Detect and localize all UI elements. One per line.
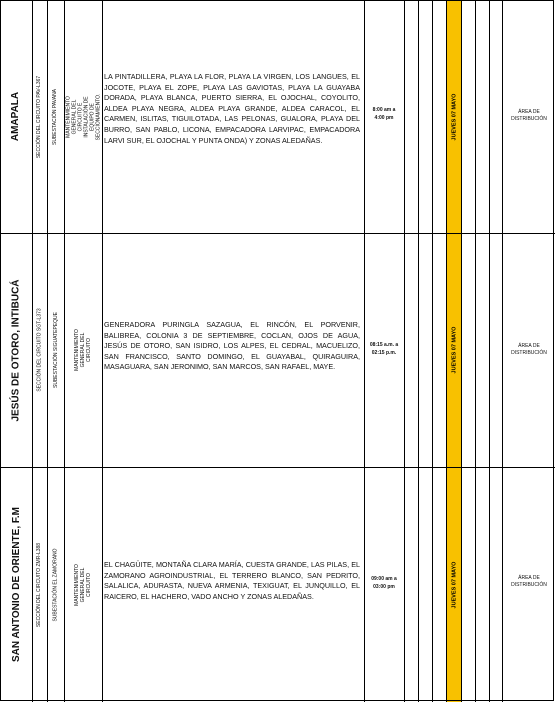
time-start: 8:00 am a: [372, 107, 396, 113]
area-label: ÁREA DE DISTRIBUCIÓN: [511, 575, 547, 588]
time-end: 4:00 pm: [374, 115, 394, 121]
day-label: JUEVES 07 MAYO: [451, 93, 457, 140]
area-label: ÁREA DE DISTRIBUCIÓN: [511, 343, 547, 356]
municipality-name: SAN ANTONIO DE ORIENTE, F.M: [10, 506, 22, 663]
day-label: JUEVES 07 MAYO: [451, 326, 457, 374]
affected-zones: LA PINTADILLERA, PLAYA LA FLOR, PLAYA LA VIRGEN, LOS LANGUES, EL JOCOTE, PLAYA EL ZOPE, PLAYA LAS GAVIOTAS, PLAYA LA GUAYABA DORADA, PLAYA BLANCA, PUERTO SIERRA, EL OJOCHAL, COYOLITO, ALDEA PLAYA NEGRA, ALDEA PLAYA GRANDE, ALDEA CARACOL, EL CARMEN, ISLITAS, TIGUILOTADA, LAS PELONAS, GUALORA, PLAYA DEL BURRO, SAN PABLO, LICONA, EMPACADORA LARVIPAC, EMPACADORA LARVI SUR, EL OJOCHAL Y PUNTA ONDA) Y ZONAS ALEDAÑAS.: [104, 72, 360, 145]
area-label: ÁREA DE DISTRIBUCIÓN: [511, 109, 547, 122]
municipality-name: JESÚS DE OTORO, INTIBUCÁ: [10, 278, 22, 422]
time-start: 08:15 a.m. a: [369, 342, 399, 348]
work-type: MANTENIMIENTO GENERAL DEL CIRCUITO: [74, 563, 93, 606]
work-type: MANTENIMIENTO GENERAL DEL CIRCUITO: [74, 329, 93, 371]
substation: SUBESTACIÓN PAVANA: [52, 88, 59, 145]
affected-zones: GENERADORA PURINGLA SAZAGUA, EL RINCÓN, EL PORVENIR, BALIBREA, COLONIA 3 DE SEPTIEMBRE, COCLAN, OJOS DE AGUA, JESÚS DE OTORO, SAN ISIDRO, LOS ALPES, EL CEDRAL, MACUELIZO, SAN FRANCISCO, SANTO DOMINGO, EL GUAYABAL, QUIRAGUIRA, MASAGUARA, SAN JERONIMO, SAN MARCOS, SAN RAFAEL, MAYE.: [104, 320, 360, 372]
day-label: JUEVES 07 MAYO: [451, 561, 457, 608]
circuit-section: SECCIÓN DEL CIRCUITO ZMR-L388: [36, 542, 43, 627]
circuit-section: SECCIÓN DEL CIRCUITO SGT-L373: [36, 308, 43, 392]
work-type: MANTENIMIENTO GENERAL DEL CIRCUITO E INSTALACIÓN DE EQUIPO DE SECCIONAMIENTO.: [65, 93, 102, 140]
time-start: 09:00 am a: [371, 576, 397, 582]
circuit-section: SECCIÓN DEL CIRCUITO PAV-L367: [36, 75, 43, 158]
time-end: 02:15 p.m.: [371, 350, 397, 356]
time-end: 03:00 pm: [373, 584, 395, 590]
substation: SUBESTACIÓN SIGUATEPEQUE: [52, 312, 59, 388]
municipality-name: AMAPALA: [10, 91, 22, 142]
substation: SUBESTACIÓN EL ZAMORANO: [52, 547, 59, 622]
affected-zones: EL CHAGÜITE, MONTAÑA CLARA MARÍA, CUESTA GRANDE, LAS PILAS, EL ZAMORANO AGROINDUSTRIAL, EL TERRERO BLANCO, SAN PEDRITO, SALALICA, ADURASTA, NUEVA ARMENIA, TEXIGUAT, EL JUNQUILLO, EL RAICERO, EL HACHERO, VADO ANCHO Y ZONAS ALEDAÑAS.: [104, 560, 360, 601]
